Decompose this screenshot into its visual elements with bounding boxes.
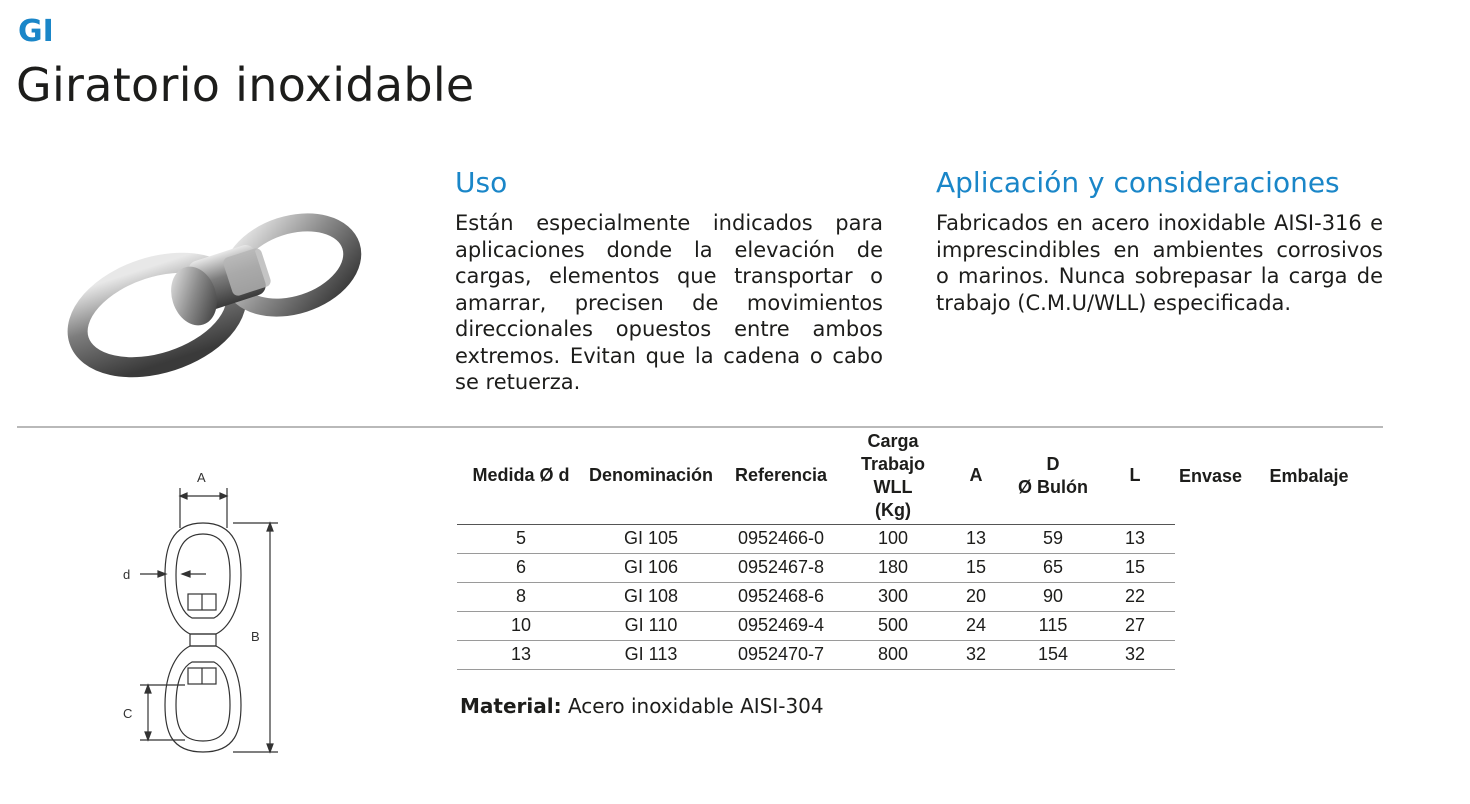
cell-d: 154 xyxy=(1011,640,1095,669)
col-l: L xyxy=(1095,428,1175,524)
page-title: Giratorio inoxidable xyxy=(16,58,475,112)
cell-carga: 100 xyxy=(845,524,941,553)
dim-label-a: A xyxy=(197,470,206,485)
dim-label-d: d xyxy=(123,567,131,582)
cell-denominacion: GI 110 xyxy=(585,611,717,640)
cell-l: 27 xyxy=(1095,611,1175,640)
col-carga-line-1: Carga xyxy=(867,430,919,451)
aplicacion-heading: Aplicación y consideraciones xyxy=(936,166,1340,199)
cell-embalaje xyxy=(1246,553,1372,582)
table-row xyxy=(457,524,1372,553)
cell-a: 20 xyxy=(941,582,1011,611)
cell-embalaje xyxy=(1246,524,1372,553)
col-envase: Envase xyxy=(1179,465,1243,486)
table-row xyxy=(457,553,1372,582)
cell-carga: 300 xyxy=(845,582,941,611)
cell-l: 15 xyxy=(1095,553,1175,582)
cell-d: 115 xyxy=(1011,611,1095,640)
cell-l: 32 xyxy=(1095,640,1175,669)
cell-denominacion: GI 113 xyxy=(585,640,717,669)
material-note xyxy=(460,694,824,718)
cell-referencia: 0952470-7 xyxy=(717,640,845,669)
cell-medida: 8 xyxy=(457,582,585,611)
col-carga xyxy=(845,428,941,524)
cell-medida: 5 xyxy=(457,524,585,553)
col-d xyxy=(1011,428,1095,524)
dim-label-c: C xyxy=(123,706,133,721)
cell-l: 13 xyxy=(1095,524,1175,553)
cell-embalaje xyxy=(1246,611,1372,640)
cell-referencia: 0952468-6 xyxy=(717,582,845,611)
cell-envase xyxy=(1175,611,1246,640)
cell-d: 65 xyxy=(1011,553,1095,582)
cell-carga: 800 xyxy=(845,640,941,669)
cell-d: 90 xyxy=(1011,582,1095,611)
cell-envase xyxy=(1175,524,1246,553)
col-a: A xyxy=(941,428,1011,524)
table-row xyxy=(457,640,1372,669)
cell-referencia: 0952467-8 xyxy=(717,553,845,582)
cell-a: 15 xyxy=(941,553,1011,582)
aplicacion-text: Fabricados en acero inoxidable AISI-316 e imprescindibles en ambientes corrosivos o marinos. Nunca sobrepasar la carga de trabajo (C.M.U/WLL) especificada. xyxy=(936,211,1383,315)
material-label: Material: xyxy=(460,694,562,718)
cell-denominacion: GI 106 xyxy=(585,553,717,582)
col-carga-line-3: WLL xyxy=(873,476,913,497)
cell-embalaje xyxy=(1246,640,1372,669)
col-carga-line-2: Trabajo xyxy=(861,453,926,474)
cell-envase xyxy=(1175,553,1246,582)
cell-denominacion: GI 105 xyxy=(585,524,717,553)
uso-heading: Uso xyxy=(455,166,508,199)
product-photo xyxy=(52,180,372,400)
cell-a: 24 xyxy=(941,611,1011,640)
spec-table xyxy=(457,428,1372,670)
cell-a: 13 xyxy=(941,524,1011,553)
cell-envase xyxy=(1175,582,1246,611)
technical-drawing xyxy=(110,460,300,760)
cell-referencia: 0952469-4 xyxy=(717,611,845,640)
col-carga-line-4: (Kg) xyxy=(875,499,911,520)
cell-medida: 13 xyxy=(457,640,585,669)
table-row xyxy=(457,582,1372,611)
dim-label-b: B xyxy=(251,629,260,644)
cell-medida: 6 xyxy=(457,553,585,582)
table-header-row xyxy=(457,428,1372,524)
cell-carga: 500 xyxy=(845,611,941,640)
col-referencia: Referencia xyxy=(717,428,845,524)
cell-l: 22 xyxy=(1095,582,1175,611)
col-embalaje: Embalaje xyxy=(1269,465,1349,486)
cell-a: 32 xyxy=(941,640,1011,669)
uso-text: Están especialmente indicados para aplicaciones donde la elevación de cargas, elementos que transportar o amarrar, precisen de movimientos direccionales opuestos entre ambos extremos. Evitan que la cadena o cabo se retuerza. xyxy=(455,211,883,394)
cell-referencia: 0952466-0 xyxy=(717,524,845,553)
cell-carga: 180 xyxy=(845,553,941,582)
product-code: GI xyxy=(18,14,54,49)
cell-denominacion: GI 108 xyxy=(585,582,717,611)
col-d-line-2: Ø Bulón xyxy=(1018,476,1089,497)
cell-envase xyxy=(1175,640,1246,669)
col-denominacion: Denominación xyxy=(585,428,717,524)
table-row xyxy=(457,611,1372,640)
material-value: Acero inoxidable AISI-304 xyxy=(561,694,824,718)
cell-medida: 10 xyxy=(457,611,585,640)
cell-d: 59 xyxy=(1011,524,1095,553)
col-medida: Medida Ø d xyxy=(457,428,585,524)
col-d-line-1: D xyxy=(1046,453,1060,474)
cell-embalaje xyxy=(1246,582,1372,611)
